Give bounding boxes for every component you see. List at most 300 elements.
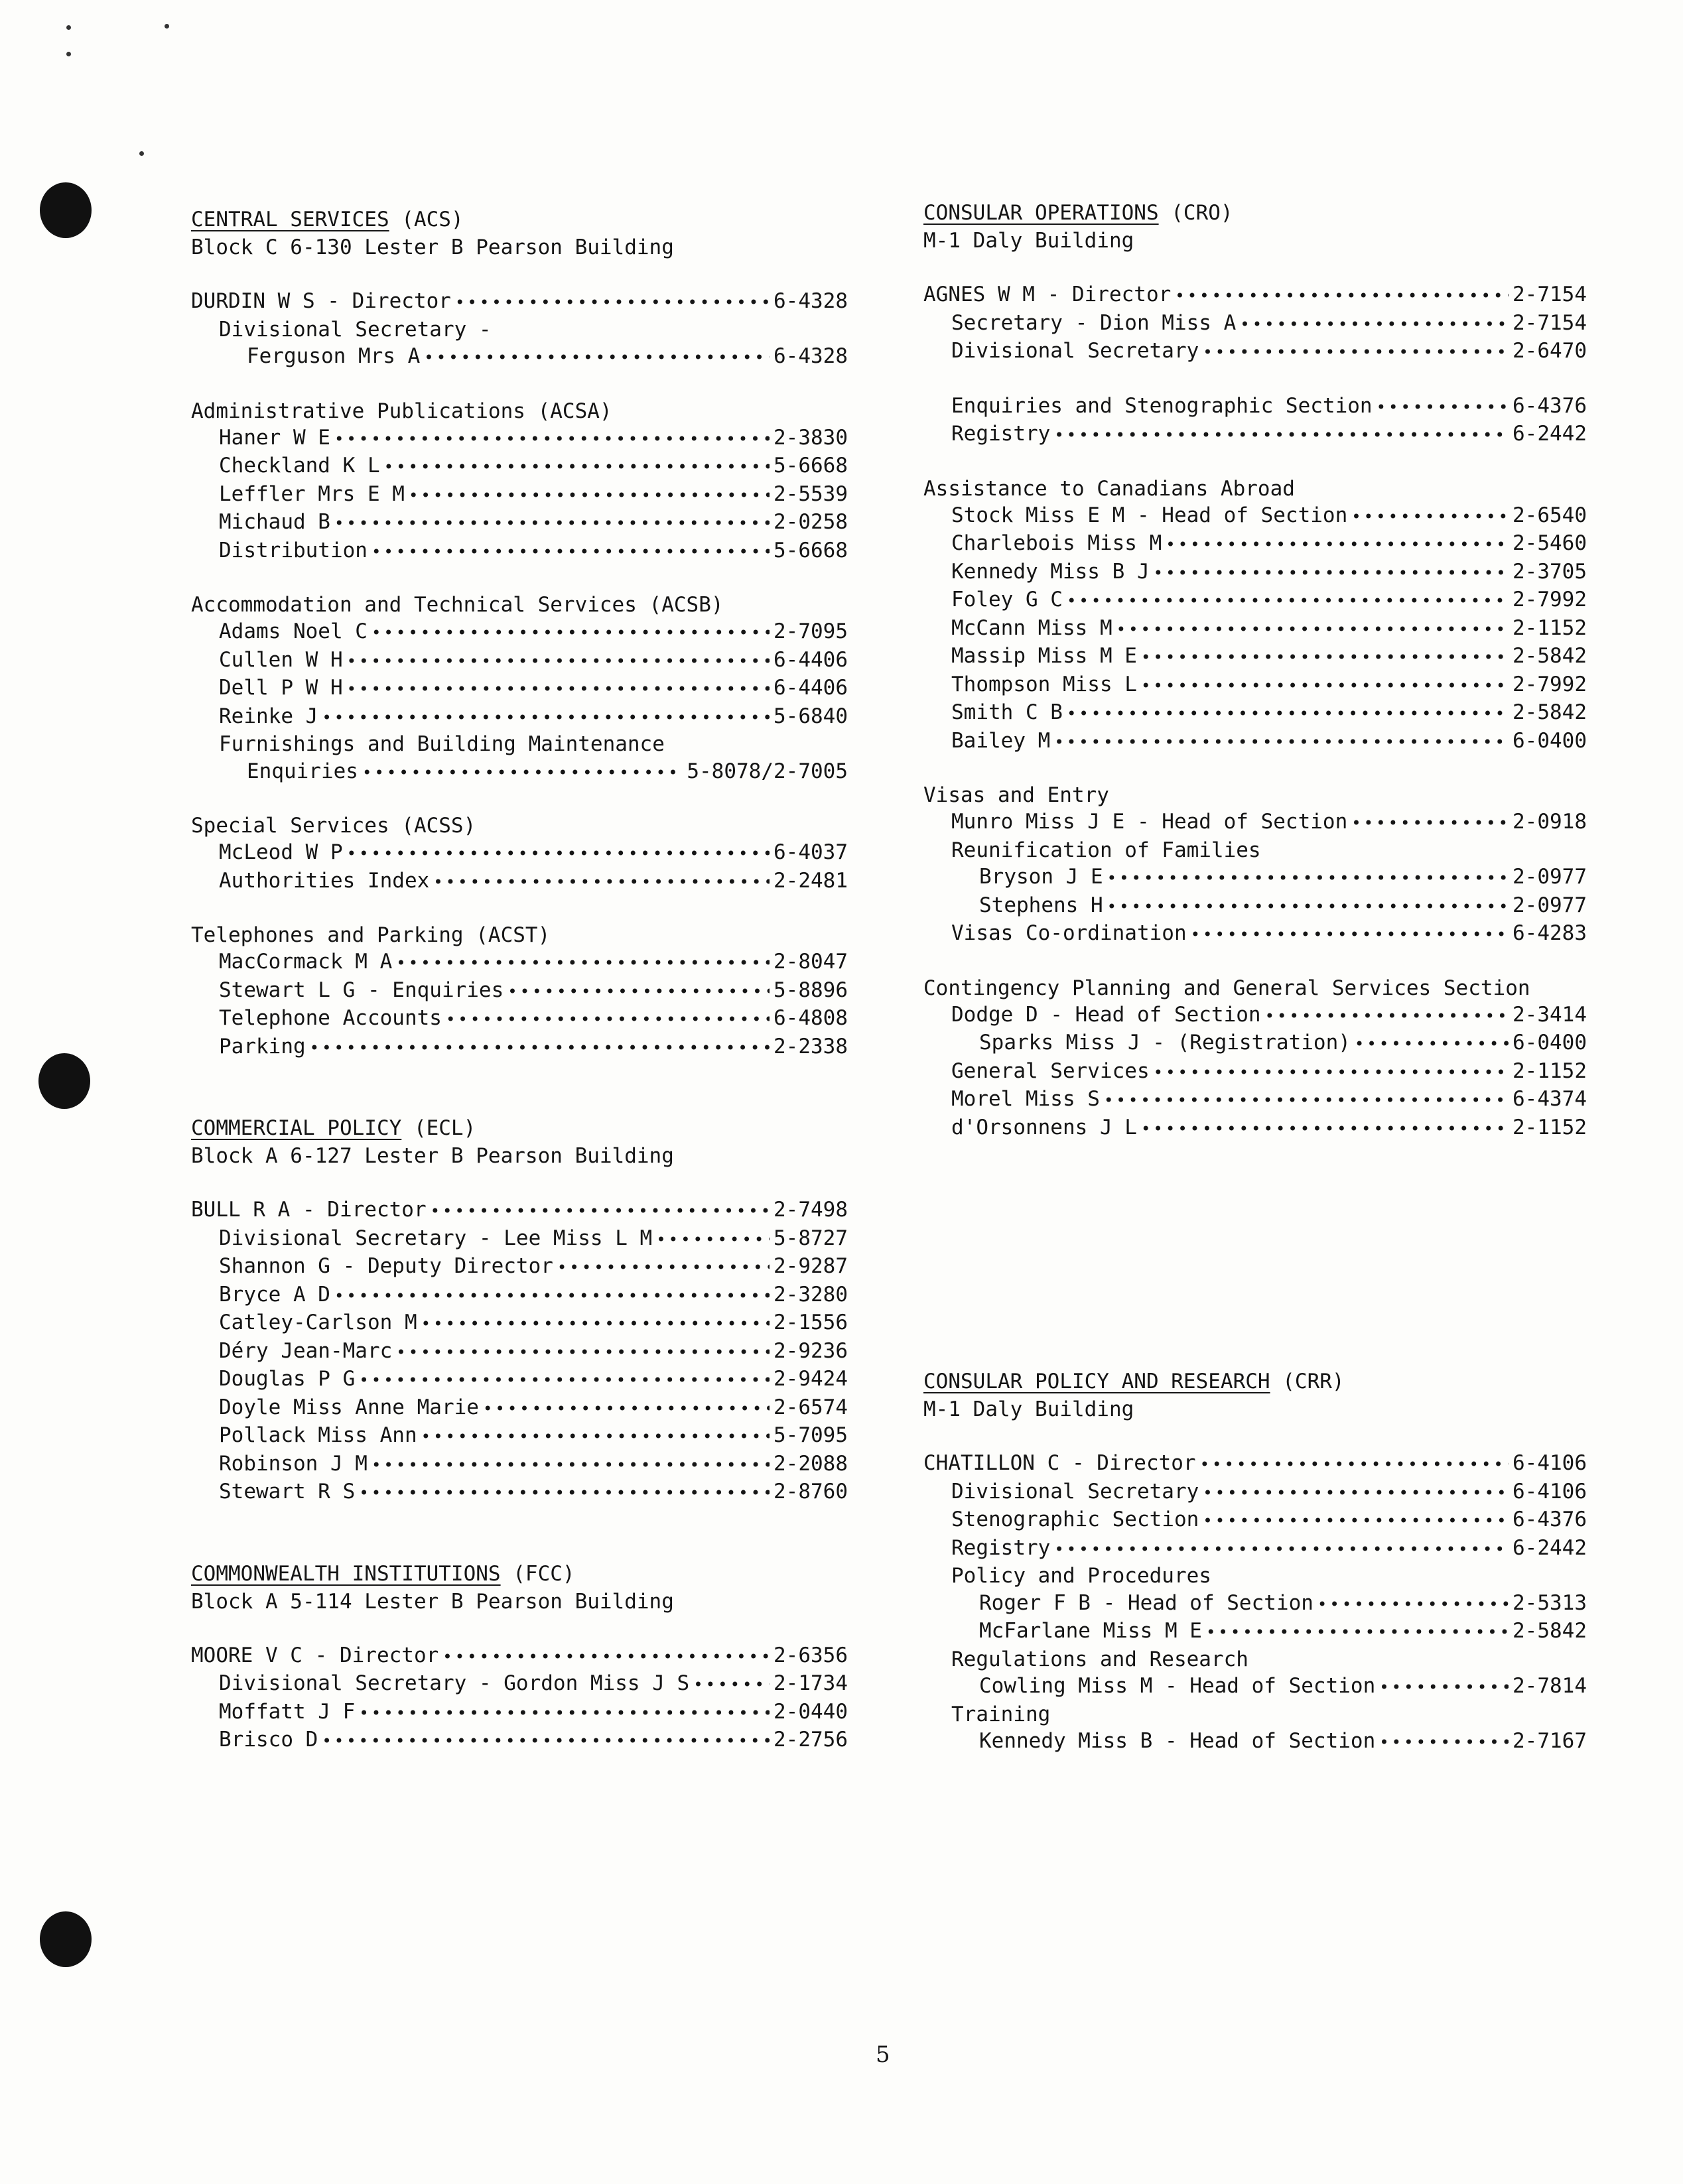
section-code: (ACS) xyxy=(389,208,464,231)
entry-phone: 5-8727 xyxy=(774,1226,848,1250)
dot-leader xyxy=(1351,810,1509,837)
directory-entry xyxy=(191,316,848,344)
entry-phone: 2-1152 xyxy=(1513,1059,1587,1083)
directory-entry xyxy=(923,530,1587,558)
directory-entry xyxy=(191,452,848,481)
entry-name: Dodge D - Head of Section xyxy=(951,1002,1261,1027)
subsection-title: Visas and Entry xyxy=(923,783,1109,807)
spacer xyxy=(923,755,1587,782)
entry-phone: 2-3705 xyxy=(1513,559,1587,584)
directory-entry xyxy=(191,758,848,787)
directory-entry xyxy=(191,674,848,703)
entry-name: CHATILLON C - Director xyxy=(923,1451,1196,1475)
section-title: COMMONWEALTH INSTITUTIONS xyxy=(191,1561,501,1586)
section-heading xyxy=(923,1368,1587,1395)
spacer xyxy=(191,786,848,812)
directory-entry xyxy=(191,1422,848,1450)
entry-phone: 2-5460 xyxy=(1513,531,1587,555)
dot-leader xyxy=(347,648,770,675)
entry-name: Secretary - Dion Miss A xyxy=(951,310,1237,335)
directory-entry xyxy=(923,615,1587,643)
dot-leader xyxy=(1379,1674,1509,1701)
entry-phone: 6-2442 xyxy=(1513,1535,1587,1560)
directory-entry xyxy=(191,343,848,371)
entry-name: Divisional Secretary - xyxy=(219,317,492,342)
directory-entry xyxy=(923,502,1587,531)
dot-leader xyxy=(442,1643,770,1671)
entry-name: Enquiries xyxy=(247,759,358,783)
dot-leader xyxy=(334,1283,770,1310)
dot-leader xyxy=(693,1671,770,1699)
entry-name: Leffler Mrs E M xyxy=(219,482,405,506)
entry-name: Charlebois Miss M xyxy=(951,531,1162,555)
directory-entry xyxy=(923,808,1587,837)
directory-entry xyxy=(191,1670,848,1699)
section-location: Block A 6-127 Lester B Pearson Building xyxy=(191,1144,674,1168)
entry-name: Divisional Secretary - Gordon Miss J S xyxy=(219,1671,690,1695)
dot-leader xyxy=(1067,700,1509,728)
entry-name: Smith C B xyxy=(951,700,1063,724)
directory-entry xyxy=(923,1029,1587,1058)
directory-section xyxy=(923,199,1587,1142)
entry-name: DURDIN W S - Director xyxy=(191,289,451,313)
dot-leader xyxy=(1379,1729,1509,1756)
entry-name: McFarlane Miss M E xyxy=(979,1619,1202,1643)
section-title: CONSULAR POLICY AND RESEARCH xyxy=(923,1370,1270,1393)
entry-phone: 5-8078/2-7005 xyxy=(687,759,848,783)
entry-phone: 6-4406 xyxy=(774,676,848,700)
dot-leader xyxy=(334,510,770,537)
entry-name: Kennedy Miss B J xyxy=(951,559,1150,584)
spacer xyxy=(191,565,848,592)
entry-name: Stewart L G - Enquiries xyxy=(219,978,504,1002)
entry-name: Morel Miss S xyxy=(951,1087,1100,1111)
directory-entry xyxy=(923,1590,1587,1618)
directory-entry xyxy=(191,1642,848,1671)
section-location: Block A 5-114 Lester B Pearson Building xyxy=(191,1589,674,1614)
entry-phone: 6-4328 xyxy=(774,289,848,313)
section-title: CENTRAL SERVICES xyxy=(191,208,389,231)
directory-entry xyxy=(923,338,1587,366)
entry-name: Checkland K L xyxy=(219,454,380,478)
directory-section xyxy=(191,1114,848,1507)
entry-name: Divisional Secretary xyxy=(951,339,1199,363)
entry-phone: 2-9236 xyxy=(774,1338,848,1363)
left-column xyxy=(191,206,848,1808)
dot-leader xyxy=(1200,1451,1509,1478)
entry-name: MacCormack M A xyxy=(219,950,393,974)
entry-phone: 2-1152 xyxy=(1513,615,1587,640)
entry-phone: 2-8047 xyxy=(774,950,848,974)
directory-entry xyxy=(191,1450,848,1479)
spacer xyxy=(191,371,848,398)
dot-leader xyxy=(384,454,770,481)
entry-phone: 6-0400 xyxy=(1513,1031,1587,1055)
entry-phone: 2-2338 xyxy=(774,1034,848,1059)
directory-entry xyxy=(191,1309,848,1338)
entry-phone: 2-5313 xyxy=(1513,1590,1587,1615)
directory-entry xyxy=(191,703,848,732)
dot-leader xyxy=(322,704,770,732)
section-location: M-1 Daly Building xyxy=(923,1397,1134,1421)
entry-phone: 2-2088 xyxy=(774,1451,848,1476)
section-code: (CRO) xyxy=(1158,201,1233,225)
entry-name: Moffatt J F xyxy=(219,1699,356,1724)
dot-leader xyxy=(421,1423,770,1450)
dot-leader xyxy=(347,840,770,867)
directory-entry xyxy=(923,1114,1587,1143)
subsection-title: Special Services (ACSS) xyxy=(191,814,476,838)
entry-name: Kennedy Miss B - Head of Section xyxy=(979,1729,1376,1753)
directory-entry xyxy=(191,647,848,675)
entry-phone: 2-5842 xyxy=(1513,644,1587,668)
directory-entry xyxy=(191,424,848,453)
entry-phone: 2-6540 xyxy=(1513,503,1587,527)
entry-name: Divisional Secretary xyxy=(951,1479,1199,1504)
entry-name: Ferguson Mrs A xyxy=(247,344,421,368)
directory-entry xyxy=(923,1450,1587,1478)
entry-phone: 2-8760 xyxy=(774,1480,848,1504)
entry-name: Haner W E xyxy=(219,425,330,450)
entry-name: Thompson Miss L xyxy=(951,672,1137,696)
entry-name: General Services xyxy=(951,1059,1150,1083)
entry-name: Cowling Miss M - Head of Section xyxy=(979,1674,1376,1698)
directory-entry xyxy=(923,420,1587,449)
entry-name: Catley-Carlson M xyxy=(219,1311,417,1334)
dot-leader xyxy=(424,344,770,371)
section-code: (ECL) xyxy=(401,1116,476,1140)
entry-name: Registry xyxy=(951,422,1051,446)
entry-phone: 2-6574 xyxy=(774,1395,848,1419)
directory-entry xyxy=(923,1646,1587,1673)
entry-phone: 2-0977 xyxy=(1513,893,1587,917)
entry-name: Telephone Accounts xyxy=(219,1006,442,1030)
entry-phone: 2-1734 xyxy=(774,1671,848,1695)
entry-name: Bryce A D xyxy=(219,1282,330,1307)
subsection-title: Administrative Publications (ACSA) xyxy=(191,399,612,423)
directory-entry xyxy=(923,1478,1587,1507)
right-column xyxy=(923,199,1587,1809)
dot-leader xyxy=(1191,921,1509,948)
directory-entry xyxy=(923,281,1587,310)
directory-entry xyxy=(191,1253,848,1281)
directory-entry xyxy=(191,977,848,1005)
entry-phone: 2-6470 xyxy=(1513,339,1587,363)
directory-entry xyxy=(923,864,1587,892)
punch-hole-top xyxy=(40,182,92,238)
entry-name: Robinson J M xyxy=(219,1451,368,1476)
dot-leader xyxy=(1054,422,1509,449)
directory-entry xyxy=(191,1005,848,1033)
entry-name: Parking xyxy=(219,1034,306,1059)
dot-leader xyxy=(1166,531,1509,558)
entry-phone: 2-3280 xyxy=(774,1282,848,1307)
directory-entry xyxy=(191,839,848,867)
dot-leader xyxy=(1054,729,1509,756)
dot-leader xyxy=(310,1035,770,1062)
directory-entry xyxy=(191,1338,848,1366)
dot-leader xyxy=(1355,1031,1509,1058)
section-code: (FCC) xyxy=(500,1561,575,1586)
section-heading xyxy=(923,199,1587,227)
entry-name: Cullen W H xyxy=(219,647,343,672)
scan-speck xyxy=(66,25,71,30)
entry-name: Sparks Miss J - (Registration) xyxy=(979,1031,1351,1055)
punch-hole-middle xyxy=(38,1053,90,1109)
dot-leader xyxy=(431,1198,770,1225)
entry-phone: 6-4106 xyxy=(1513,1479,1587,1504)
directory-entry xyxy=(191,1225,848,1253)
entry-phone: 2-5842 xyxy=(1513,700,1587,724)
dot-leader xyxy=(1203,1480,1509,1507)
directory-entry xyxy=(191,618,848,647)
entry-phone: 6-4376 xyxy=(1513,393,1587,418)
section-code: (CRR) xyxy=(1270,1370,1345,1393)
directory-entry xyxy=(923,1001,1587,1030)
dot-leader xyxy=(1116,616,1509,643)
section-heading xyxy=(191,1114,848,1142)
dot-leader xyxy=(1240,311,1509,338)
directory-entry xyxy=(191,1478,848,1507)
entry-phone: 2-7154 xyxy=(1513,310,1587,335)
entry-phone: 2-1152 xyxy=(1513,1115,1587,1139)
directory-entry xyxy=(923,1701,1587,1728)
dot-leader xyxy=(409,482,770,509)
entry-name: Brisco D xyxy=(219,1728,318,1752)
directory-entry xyxy=(923,558,1587,587)
entry-name: Authorities Index xyxy=(219,868,430,893)
entry-phone: 2-7095 xyxy=(774,619,848,643)
entry-phone: 6-4037 xyxy=(774,840,848,864)
entry-phone: 5-6668 xyxy=(774,454,848,478)
directory-entry xyxy=(923,892,1587,921)
directory-entry xyxy=(191,1726,848,1755)
entry-phone: 5-6840 xyxy=(774,704,848,728)
directory-entry xyxy=(191,481,848,509)
punch-hole-bottom xyxy=(40,1911,92,1967)
entry-phone: 2-0918 xyxy=(1513,810,1587,834)
dot-leader xyxy=(557,1254,770,1281)
entry-name: Regulations and Research xyxy=(951,1647,1248,1671)
entry-name: Distribution xyxy=(219,538,368,562)
dot-leader xyxy=(396,1339,770,1366)
spacer xyxy=(923,948,1587,975)
entry-name: Roger F B - Head of Section xyxy=(979,1590,1313,1615)
directory-entry xyxy=(191,948,848,977)
entry-phone: 2-0258 xyxy=(774,510,848,534)
entry-phone: 6-4406 xyxy=(774,647,848,672)
entry-phone: 2-7992 xyxy=(1513,588,1587,611)
entry-phone: 2-6356 xyxy=(774,1643,848,1667)
entry-name: Registry xyxy=(951,1535,1051,1560)
section-title: COMMERCIAL POLICY xyxy=(191,1116,402,1140)
dot-leader xyxy=(359,1700,770,1727)
dot-leader xyxy=(396,950,770,977)
entry-phone: 2-0977 xyxy=(1513,865,1587,889)
directory-entry xyxy=(923,920,1587,948)
dot-leader xyxy=(433,869,770,896)
directory-entry xyxy=(923,310,1587,338)
dot-leader xyxy=(455,289,770,316)
directory-entry xyxy=(923,1728,1587,1756)
entry-phone: 5-6668 xyxy=(774,538,848,562)
directory-entry xyxy=(923,586,1587,615)
directory-section xyxy=(923,1368,1587,1756)
entry-name: AGNES W M - Director xyxy=(923,283,1172,306)
directory-entry xyxy=(191,1394,848,1423)
subsection-title: Telephones and Parking (ACST) xyxy=(191,923,551,947)
entry-phone: 5-7095 xyxy=(774,1423,848,1447)
dot-leader xyxy=(371,619,770,647)
entry-phone: 2-7154 xyxy=(1513,283,1587,306)
spacer xyxy=(923,366,1587,393)
dot-leader xyxy=(1317,1591,1509,1618)
entry-phone: 2-7167 xyxy=(1513,1729,1587,1753)
dot-leader xyxy=(421,1311,770,1338)
spacer xyxy=(191,895,848,922)
dot-leader xyxy=(1265,1003,1509,1030)
dot-leader xyxy=(1203,1508,1509,1535)
directory-entry xyxy=(923,1506,1587,1535)
directory-entry xyxy=(191,867,848,896)
entry-phone: 2-9287 xyxy=(774,1254,848,1278)
section-title: CONSULAR OPERATIONS xyxy=(923,201,1159,225)
scan-speck xyxy=(66,52,71,56)
entry-name: Stewart R S xyxy=(219,1480,356,1504)
entry-name: Shannon G - Deputy Director xyxy=(219,1254,553,1278)
entry-name: Michaud B xyxy=(219,510,330,534)
entry-phone: 2-3414 xyxy=(1513,1002,1587,1027)
entry-name: Visas Co-ordination xyxy=(951,921,1187,945)
directory-entry xyxy=(191,1196,848,1225)
entry-phone: 6-4328 xyxy=(774,344,848,368)
entry-phone: 6-0400 xyxy=(1513,728,1587,753)
directory-entry xyxy=(923,699,1587,728)
directory-entry xyxy=(191,509,848,537)
directory-entry xyxy=(923,1535,1587,1563)
scan-speck xyxy=(165,24,169,29)
entry-name: Foley G C xyxy=(951,588,1063,611)
entry-name: Bryson J E xyxy=(979,865,1103,889)
dot-leader xyxy=(1141,644,1509,671)
entry-phone: 6-4808 xyxy=(774,1006,848,1030)
dot-leader xyxy=(1104,1087,1509,1114)
entry-phone: 2-7814 xyxy=(1513,1674,1587,1698)
entry-phone: 2-5539 xyxy=(774,482,848,506)
entry-phone: 6-4374 xyxy=(1513,1087,1587,1111)
directory-entry xyxy=(191,731,848,758)
directory-section xyxy=(191,206,848,1061)
entry-phone: 2-7992 xyxy=(1513,672,1587,696)
entry-name: Dell P W H xyxy=(219,676,343,700)
entry-name: Policy and Procedures xyxy=(951,1564,1211,1588)
entry-phone: 6-4106 xyxy=(1513,1451,1587,1475)
directory-entry xyxy=(923,728,1587,756)
directory-entry xyxy=(923,1058,1587,1086)
dot-leader xyxy=(359,1367,770,1394)
dot-leader xyxy=(507,978,770,1005)
directory-entry xyxy=(191,1366,848,1394)
entry-name: Reunification of Families xyxy=(951,838,1261,862)
entry-phone: 2-2756 xyxy=(774,1728,848,1752)
subsection-title: Assistance to Canadians Abroad xyxy=(923,476,1295,501)
section-location: M-1 Daly Building xyxy=(923,229,1134,253)
entry-name: McCann Miss M xyxy=(951,615,1112,640)
dot-leader xyxy=(371,539,770,566)
directory-entry xyxy=(923,671,1587,700)
dot-leader xyxy=(656,1226,770,1253)
dot-leader xyxy=(362,759,683,787)
dot-leader xyxy=(483,1395,770,1423)
directory-entry xyxy=(191,288,848,316)
directory-entry xyxy=(923,1086,1587,1114)
dot-leader xyxy=(371,1452,770,1479)
directory-entry xyxy=(923,1618,1587,1646)
entry-name: Training xyxy=(951,1702,1051,1726)
dot-leader xyxy=(1351,503,1509,531)
directory-entry xyxy=(191,1699,848,1727)
entry-phone: 2-0440 xyxy=(774,1699,848,1724)
entry-name: Douglas P G xyxy=(219,1367,356,1391)
entry-phone: 6-4283 xyxy=(1513,921,1587,945)
directory-entry xyxy=(923,837,1587,864)
dot-leader xyxy=(1203,339,1509,366)
spacer xyxy=(923,449,1587,476)
entry-name: Pollack Miss Ann xyxy=(219,1423,417,1447)
entry-name: BULL R A - Director xyxy=(191,1198,427,1222)
dot-leader xyxy=(359,1480,770,1507)
dot-leader xyxy=(1054,1536,1509,1563)
scan-speck xyxy=(139,151,144,156)
dot-leader xyxy=(1107,893,1509,921)
dot-leader xyxy=(1107,865,1509,892)
entry-name: Divisional Secretary - Lee Miss L M xyxy=(219,1226,653,1250)
entry-name: Adams Noel C xyxy=(219,619,368,643)
entry-phone: 2-7498 xyxy=(774,1198,848,1222)
section-location: Block C 6-130 Lester B Pearson Building xyxy=(191,235,674,259)
entry-phone: 2-3830 xyxy=(774,425,848,450)
directory-entry xyxy=(923,643,1587,671)
entry-phone: 6-2442 xyxy=(1513,422,1587,446)
directory-entry xyxy=(923,1563,1587,1590)
entry-phone: 5-8896 xyxy=(774,978,848,1002)
entry-name: Munro Miss J E - Head of Section xyxy=(951,810,1348,834)
subsection-title: Accommodation and Technical Services (ACSB) xyxy=(191,593,724,617)
dot-leader xyxy=(1141,1116,1509,1143)
section-heading xyxy=(191,206,848,233)
entry-name: Bailey M xyxy=(951,728,1051,753)
dot-leader xyxy=(1067,588,1509,615)
entry-phone: 6-4376 xyxy=(1513,1508,1587,1531)
entry-name: Stephens H xyxy=(979,893,1103,917)
entry-name: Stock Miss E M - Head of Section xyxy=(951,503,1348,527)
dot-leader xyxy=(1141,673,1509,700)
dot-leader xyxy=(1175,283,1509,310)
entry-phone: 2-1556 xyxy=(774,1311,848,1334)
entry-name: Doyle Miss Anne Marie xyxy=(219,1395,479,1419)
dot-leader xyxy=(322,1728,770,1755)
entry-name: d'Orsonnens J L xyxy=(951,1115,1137,1139)
directory-entry xyxy=(923,1673,1587,1701)
dot-leader xyxy=(1154,560,1509,587)
directory-entry xyxy=(191,1281,848,1310)
entry-name: Stenographic Section xyxy=(951,1508,1199,1531)
dot-leader xyxy=(347,676,770,703)
entry-name: McLeod W P xyxy=(219,840,343,864)
entry-name: Massip Miss M E xyxy=(951,644,1137,668)
entry-phone: 2-5842 xyxy=(1513,1619,1587,1643)
subsection-title: Contingency Planning and General Services Section xyxy=(923,976,1530,1000)
